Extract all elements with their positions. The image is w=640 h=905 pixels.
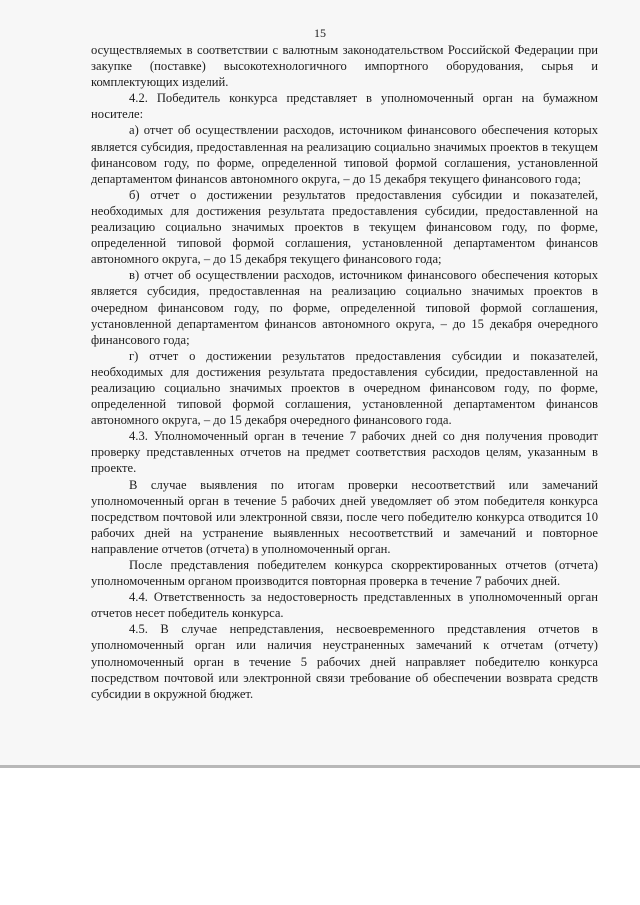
document-body [91,42,598,702]
paragraph-4-3: 4.3. Уполномоченный орган в течение 7 рабочих дней со дня получения проводит проверку представленных отчетов на предмет соответствия расходов целям, указанным в проекте. [91,429,598,476]
paragraph-4-2-v: в) отчет об осуществлении расходов, источником финансового обеспечения которых является субсидия, предоставленная на реализацию социально значимых проектов в очередном финансовом году, по форме, определенной типовой формой соглашения, установленной департаментом финансов автономного округа, – до 15 декабря очередного финансового года; [91,268,598,347]
page-number: 15 [314,26,326,40]
paragraph-4-2-a: а) отчет об осуществлении расходов, источником финансового обеспечения которых является субсидия, предоставленная на реализацию социально значимых проектов в текущем финансовом году, по форме, определенной типовой формой соглашения, установленной департаментом финансов автономного округа, – до 15 декабря текущего финансового года; [91,123,598,186]
paragraph-currency-law: осуществляемых в соответствии с валютным законодательством Российской Федерации при закупке (поставке) высокотехнологичного импортного оборудования, сырья и комплектующих изделий. [91,43,598,90]
paragraph-4-3-recheck: После представления победителем конкурса скорректированных отчетов (отчета) уполномоченным органом производится повторная проверка в течение 7 рабочих дней. [91,558,598,589]
paragraph-4-4: 4.4. Ответственность за недостоверность представленных в уполномоченный орган отчетов несет победитель конкурса. [91,590,598,621]
paragraph-4-3-remarks: В случае выявления по итогам проверки несоответствий или замечаний уполномоченный орган в течение 5 рабочих дней уведомляет об этом победителя конкурса посредством почтовой или электронной связи, после чего победителю конкурса отводится 10 рабочих дней на устранение выявленных несоответствий и замечаний и повторное направление отчетов (отчета) в уполномоченный орган. [91,477,598,556]
scan-edge [0,765,640,768]
paragraph-4-2: 4.2. Победитель конкурса представляет в уполномоченный орган на бумажном носителе: [91,91,598,122]
paragraph-4-2-b: б) отчет о достижении результатов предоставления субсидии и показателей, необходимых для достижения результата предоставления субсидии, предоставленной на реализацию социально значимых проектов в текущем финансовом году, по форме, определенной типовой формой соглашения, установленной департаментом финансов автономного округа, – до 15 декабря текущего финансового года; [91,187,598,267]
paragraph-4-5: 4.5. В случае непредставления, несвоевременного представления отчетов в уполномоченный орган или наличия неустраненных замечаний к отчетам (отчету) уполномоченный орган в течение 5 рабочих дней направляет победителю конкурса посредством почтовой или электронной связи требование об обеспечении возврата средств субсидии в окружной бюджет. [91,622,598,701]
paragraph-4-2-g: г) отчет о достижении результатов предоставления субсидии и показателей, необходимых для достижения результата предоставления субсидии, предоставленной на реализацию социально значимых проектов в очередном финансовом году, по форме, определенной типовой формой соглашения, установленной департаментом финансов автономного округа, – до 15 декабря очередного финансового года. [91,348,598,428]
